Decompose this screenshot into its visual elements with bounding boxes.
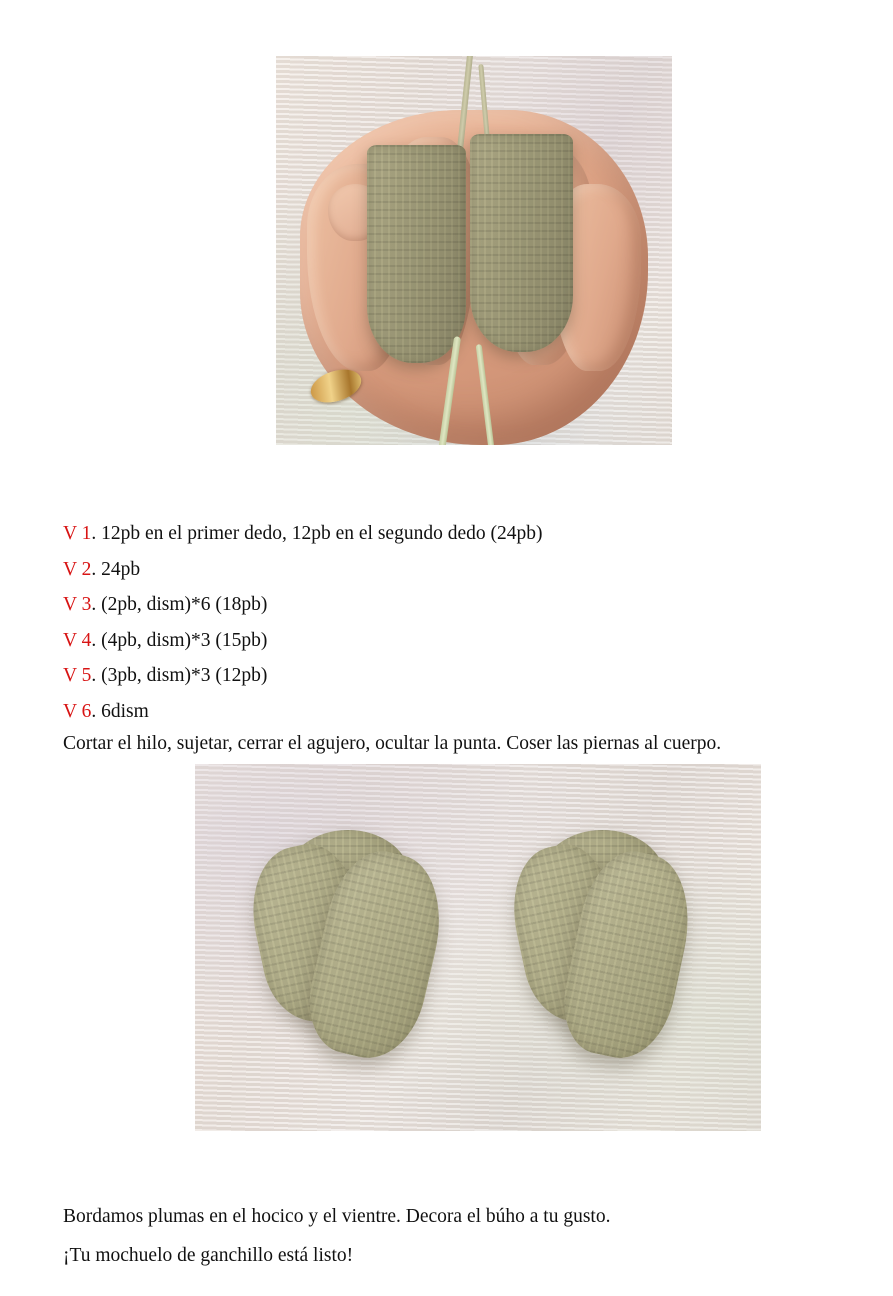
closing-line: Bordamos plumas en el hocico y el vientre. Decora el búho a tu gusto.: [63, 1206, 611, 1227]
round-instruction: (3pb, dism)*3 (12pb): [101, 665, 268, 687]
round-separator: .: [91, 523, 97, 544]
pattern-round-row: [63, 552, 843, 588]
round-marker: V 4: [63, 629, 92, 651]
round-separator: .: [91, 629, 97, 651]
round-separator: .: [91, 558, 97, 580]
round-separator: .: [91, 665, 97, 687]
pattern-rounds-list: [63, 516, 843, 730]
round-instruction: 6dism: [101, 700, 149, 722]
round-instruction: 12pb en el primer dedo, 12pb en el segundo dedo (24pb): [101, 523, 543, 544]
photo-two-finished-crochet-legs: [195, 764, 761, 1131]
round-separator: .: [91, 700, 97, 722]
pattern-round-row: [63, 623, 843, 659]
pattern-round-row: [63, 516, 843, 552]
pattern-round-row: [63, 694, 843, 730]
closing-line: ¡Tu mochuelo de ganchillo está listo!: [63, 1245, 354, 1266]
round-separator: .: [91, 594, 97, 616]
pattern-round-row: [63, 658, 843, 694]
stitch-texture: [367, 145, 466, 363]
closing-text-block: [63, 1202, 863, 1280]
round-instruction: (4pb, dism)*3 (15pb): [101, 629, 268, 651]
round-instruction: 24pb: [101, 558, 141, 580]
crochet-leg-piece: [470, 134, 573, 352]
stitch-texture: [470, 134, 573, 352]
round-marker: V 5: [63, 665, 92, 687]
pattern-round-row: [63, 587, 843, 623]
crochet-leg-piece: [367, 145, 466, 363]
round-marker: V 6: [63, 700, 92, 722]
round-marker: V 3: [63, 594, 92, 616]
round-marker: V 2: [63, 558, 92, 580]
photo-hand-holding-two-crochet-legs: [276, 56, 672, 445]
round-marker: V 1: [63, 523, 92, 544]
finishing-note: Cortar el hilo, sujetar, cerrar el agujero, ocultar la punta. Coser las piernas al cuerpo.: [63, 733, 722, 754]
round-instruction: (2pb, dism)*6 (18pb): [101, 594, 268, 616]
